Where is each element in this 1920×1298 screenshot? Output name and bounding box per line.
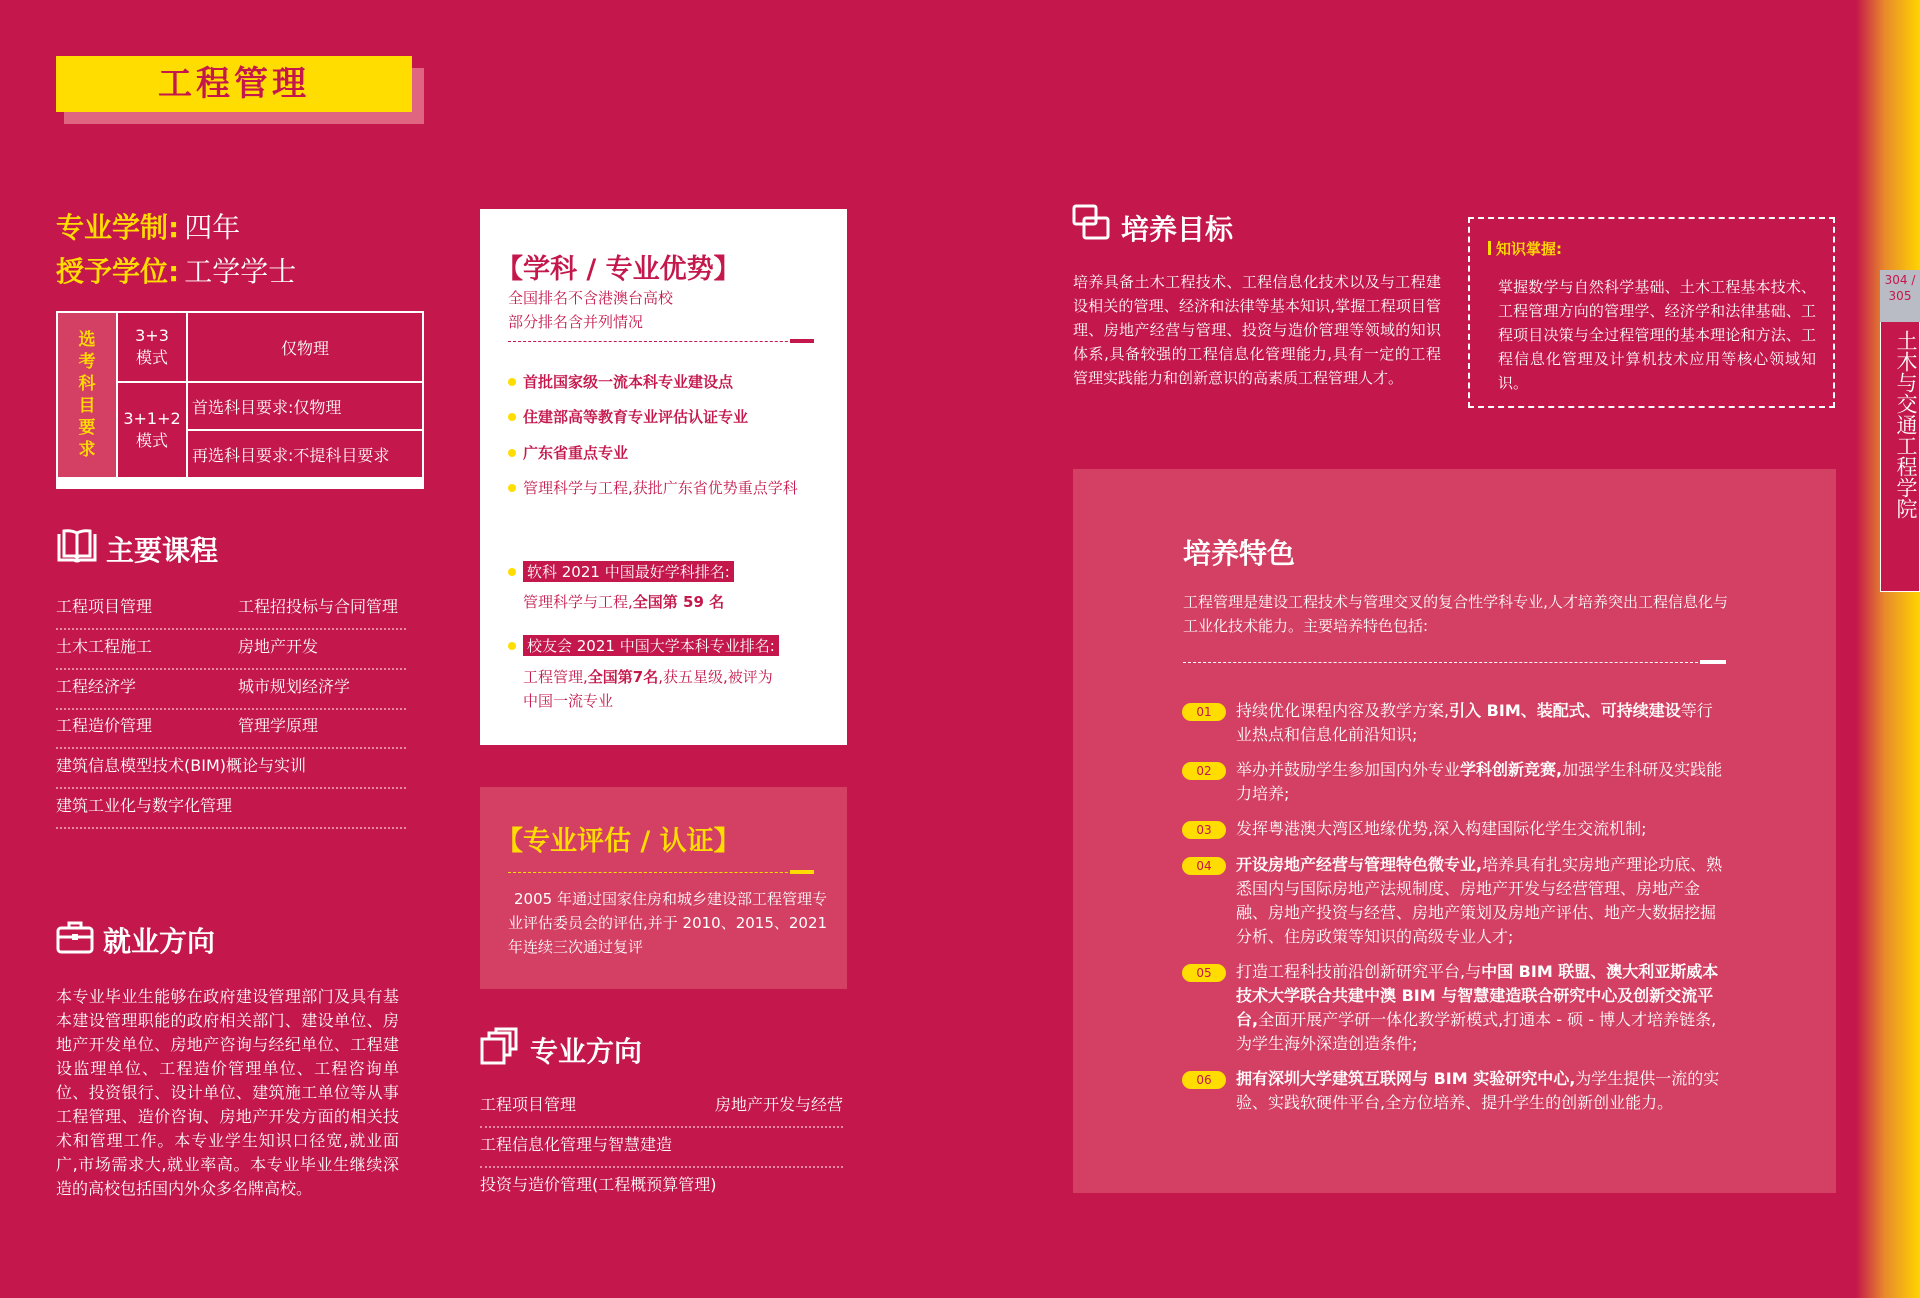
divider-accent [1700,660,1726,664]
direction-item: 工程信息化管理与智慧建造 [480,1135,673,1154]
employment-body: 本专业毕业生能够在政府建设管理部门及具有基本建设管理职能的政府相关部门、建设单位、房地产开发单位、房地产咨询与经纪单位、工程建设监理单位、工程造价管理单位、工程咨询单位、投资银行、设计单位、建筑施工单位等从事工程管理、造价咨询、房地产开发方面的相关技术和管理工作。本专业学生知识口径宽,就业面广,市场需求大,就业率高。本专业毕业生继续深造的高校包括国内外众多名牌高校。 [56,987,399,1198]
feature-number: 05 [1182,964,1226,982]
course-item: 工程项目管理 [56,597,153,616]
feature-number: 06 [1182,1071,1226,1089]
advantages-note-1: 全国排名不含港澳台高校 [508,289,674,307]
course-item: 建筑信息模型技术(BIM)概论与实训 [56,756,306,775]
rank-1-tag: 软科 2021 中国最好学科排名: [523,561,734,582]
feature-number: 03 [1182,821,1226,839]
bullet [508,484,516,492]
course-row [56,789,406,829]
bullet [508,642,516,650]
duration-value: 四年 [184,211,241,244]
feature-item: 开设房地产经营与管理特色微专业,培养具有扎实房地产理论功底、熟悉国内与国际房地产法规制度、房地产开发与经营管理、房地产金融、房地产投资与经营、房地产策划及房地产评估、地产大数据挖掘分析、住房政策等知识的高级专业人才; [1236,855,1723,946]
course-row [56,590,406,630]
accreditation-title: 【专业评估 / 认证】 [496,826,741,857]
course-item: 城市规划经济学 [238,677,351,696]
advantage-item: 住建部高等教育专业评估认证专业 [523,408,749,426]
briefcase-icon [56,920,94,954]
table-bottom-bar [56,477,424,489]
direction-item: 工程项目管理 [480,1095,577,1114]
knowledge-title: 知识掌握: [1496,240,1562,258]
feature-item: 举办并鼓励学生参加国内外专业学科创新竞赛,加强学生科研及实践能力培养; [1236,760,1723,803]
feature-item: 发挥粤港澳大湾区地缘优势,深入构建国际化学生交流机制; [1236,819,1647,838]
knowledge-body: 掌握数学与自然科学基础、土木工程基本技术、工程管理方向的管理学、经济学和法律基础、工程项目决策与全过程管理的基本理论和方法、工程信息化管理及计算机技术应用等核心领域知识。 [1498,278,1816,392]
page-number: 304 / 305 [1880,270,1920,322]
duration-label: 专业学制: [56,211,180,244]
knowledge-marker [1488,241,1491,255]
course-item: 建筑工业化与数字化管理 [56,796,233,815]
advantages-card [480,209,847,745]
goals-body: 培养具备土木工程技术、工程信息化技术以及与工程建设相关的管理、经济和法律等基本知识,掌握工程项目管理、房地产经营与管理、投资与造价管理等领域的知识体系,具备较强的工程信息化管理能力,具有一定的工程管理实践能力和创新意识的高素质工程管理人才。 [1073,273,1441,387]
feature-number: 02 [1182,762,1226,780]
rank-1-subject: 管理科学与工程, [523,593,633,611]
direction-row [480,1088,843,1128]
subject-side-label: 选考科目要求 [57,312,117,478]
rank-2-subject: 工程管理, [523,668,588,686]
courses-title: 主要课程 [106,534,219,567]
course-row [56,709,406,749]
mode-3-3: 3+3 模式 [117,312,187,382]
layers-icon [480,1027,518,1065]
course-item: 管理学原理 [238,716,319,735]
knowledge-box [1468,217,1835,408]
advantage-item: 首批国家级一流本科专业建设点 [523,373,734,391]
course-item: 工程经济学 [56,677,137,696]
bullet [508,449,516,457]
degree-value: 工学学士 [184,255,297,288]
feature-item: 打造工程科技前沿创新研究平台,与中国 BIM 联盟、澳大利亚斯威本技术大学联合共建中澳 BIM 与智慧建造联合研究中心及创新交流平台,全面开展产学研一体化教学新模式,打通本 - 硕 - 博人才培养链条,为学生海外深造创造条件; [1236,962,1719,1053]
course-item: 土木工程施工 [56,637,153,656]
rank-1-position: 全国第 59 名 [632,593,725,611]
course-row [56,749,406,789]
mode-3-1-2-first-req: 首选科目要求:仅物理 [187,382,423,430]
advantage-item: 广东省重点专业 [523,444,629,462]
mode-3-1-2: 3+1+2 模式 [117,382,187,478]
feature-number: 04 [1182,857,1226,875]
feature-item: 持续优化课程内容及教学方案,引入 BIM、装配式、可持续建设等行业热点和信息化前沿知识; [1236,701,1713,744]
rank-2-text [523,665,833,713]
bullet [508,568,516,576]
direction-item: 房地产开发与经营 [714,1095,843,1114]
bullet [508,378,516,386]
goals-title: 培养目标 [1121,213,1234,246]
layers-icon [1072,204,1110,242]
rank-2-extra: ,获五星级,被评为 [658,668,773,686]
accreditation-card [480,787,847,989]
advantages-note-2: 部分排名含并列情况 [508,313,644,331]
edge-gradient-strip [1856,0,1920,1298]
divider-accent [790,870,814,874]
course-item: 工程招投标与合同管理 [238,597,399,616]
bullet [508,413,516,421]
advantages-title: 【学科 / 专业优势】 [496,254,741,285]
mode-3-3-requirement: 仅物理 [187,312,423,382]
advantage-item: 管理科学与工程,获批广东省优势重点学科 [523,479,798,497]
rank-1-text [523,591,724,612]
direction-row [480,1128,843,1168]
course-item: 房地产开发 [238,637,319,656]
course-row [56,670,406,710]
accreditation-body: 2005 年通过国家住房和城乡建设部工程管理专业评估委员会的评估,并于 2010、2015、2021 年连续三次通过复评 [508,890,828,956]
features-intro: 工程管理是建设工程技术与管理交叉的复合性学科专业,人才培养突出工程信息化与工业化技术能力。主要培养特色包括: [1183,593,1728,635]
feature-number: 01 [1182,703,1226,721]
features-title: 培养特色 [1183,537,1296,570]
course-row [56,630,406,670]
divider [508,341,808,342]
mode-3-1-2-second-req: 再选科目要求:不提科目要求 [187,430,423,478]
directions-title: 专业方向 [530,1035,643,1068]
subject-requirements-table [56,311,424,479]
degree-line [56,250,296,290]
employment-title: 就业方向 [103,925,216,958]
rank-2-class: 中国一流专业 [523,692,614,710]
college-name: 土木与交通工程学院 [1894,330,1918,519]
page-title: 工程管理 [56,56,412,112]
divider-accent [790,339,814,343]
divider [1183,662,1703,663]
rank-2-position: 全国第7名 [587,668,659,686]
direction-item: 投资与造价管理(工程概预算管理) [480,1175,717,1194]
course-item: 工程造价管理 [56,716,153,735]
rank-2-tag: 校友会 2021 中国大学本科专业排名: [523,635,779,656]
duration-line [56,206,240,246]
divider [508,872,808,873]
feature-item: 拥有深圳大学建筑互联网与 BIM 实验研究中心,为学生提供一流的实验、实践软硬件平台,全方位培养、提升学生的创新创业能力。 [1236,1069,1720,1112]
degree-label: 授予学位: [56,255,180,288]
book-icon [56,528,98,566]
